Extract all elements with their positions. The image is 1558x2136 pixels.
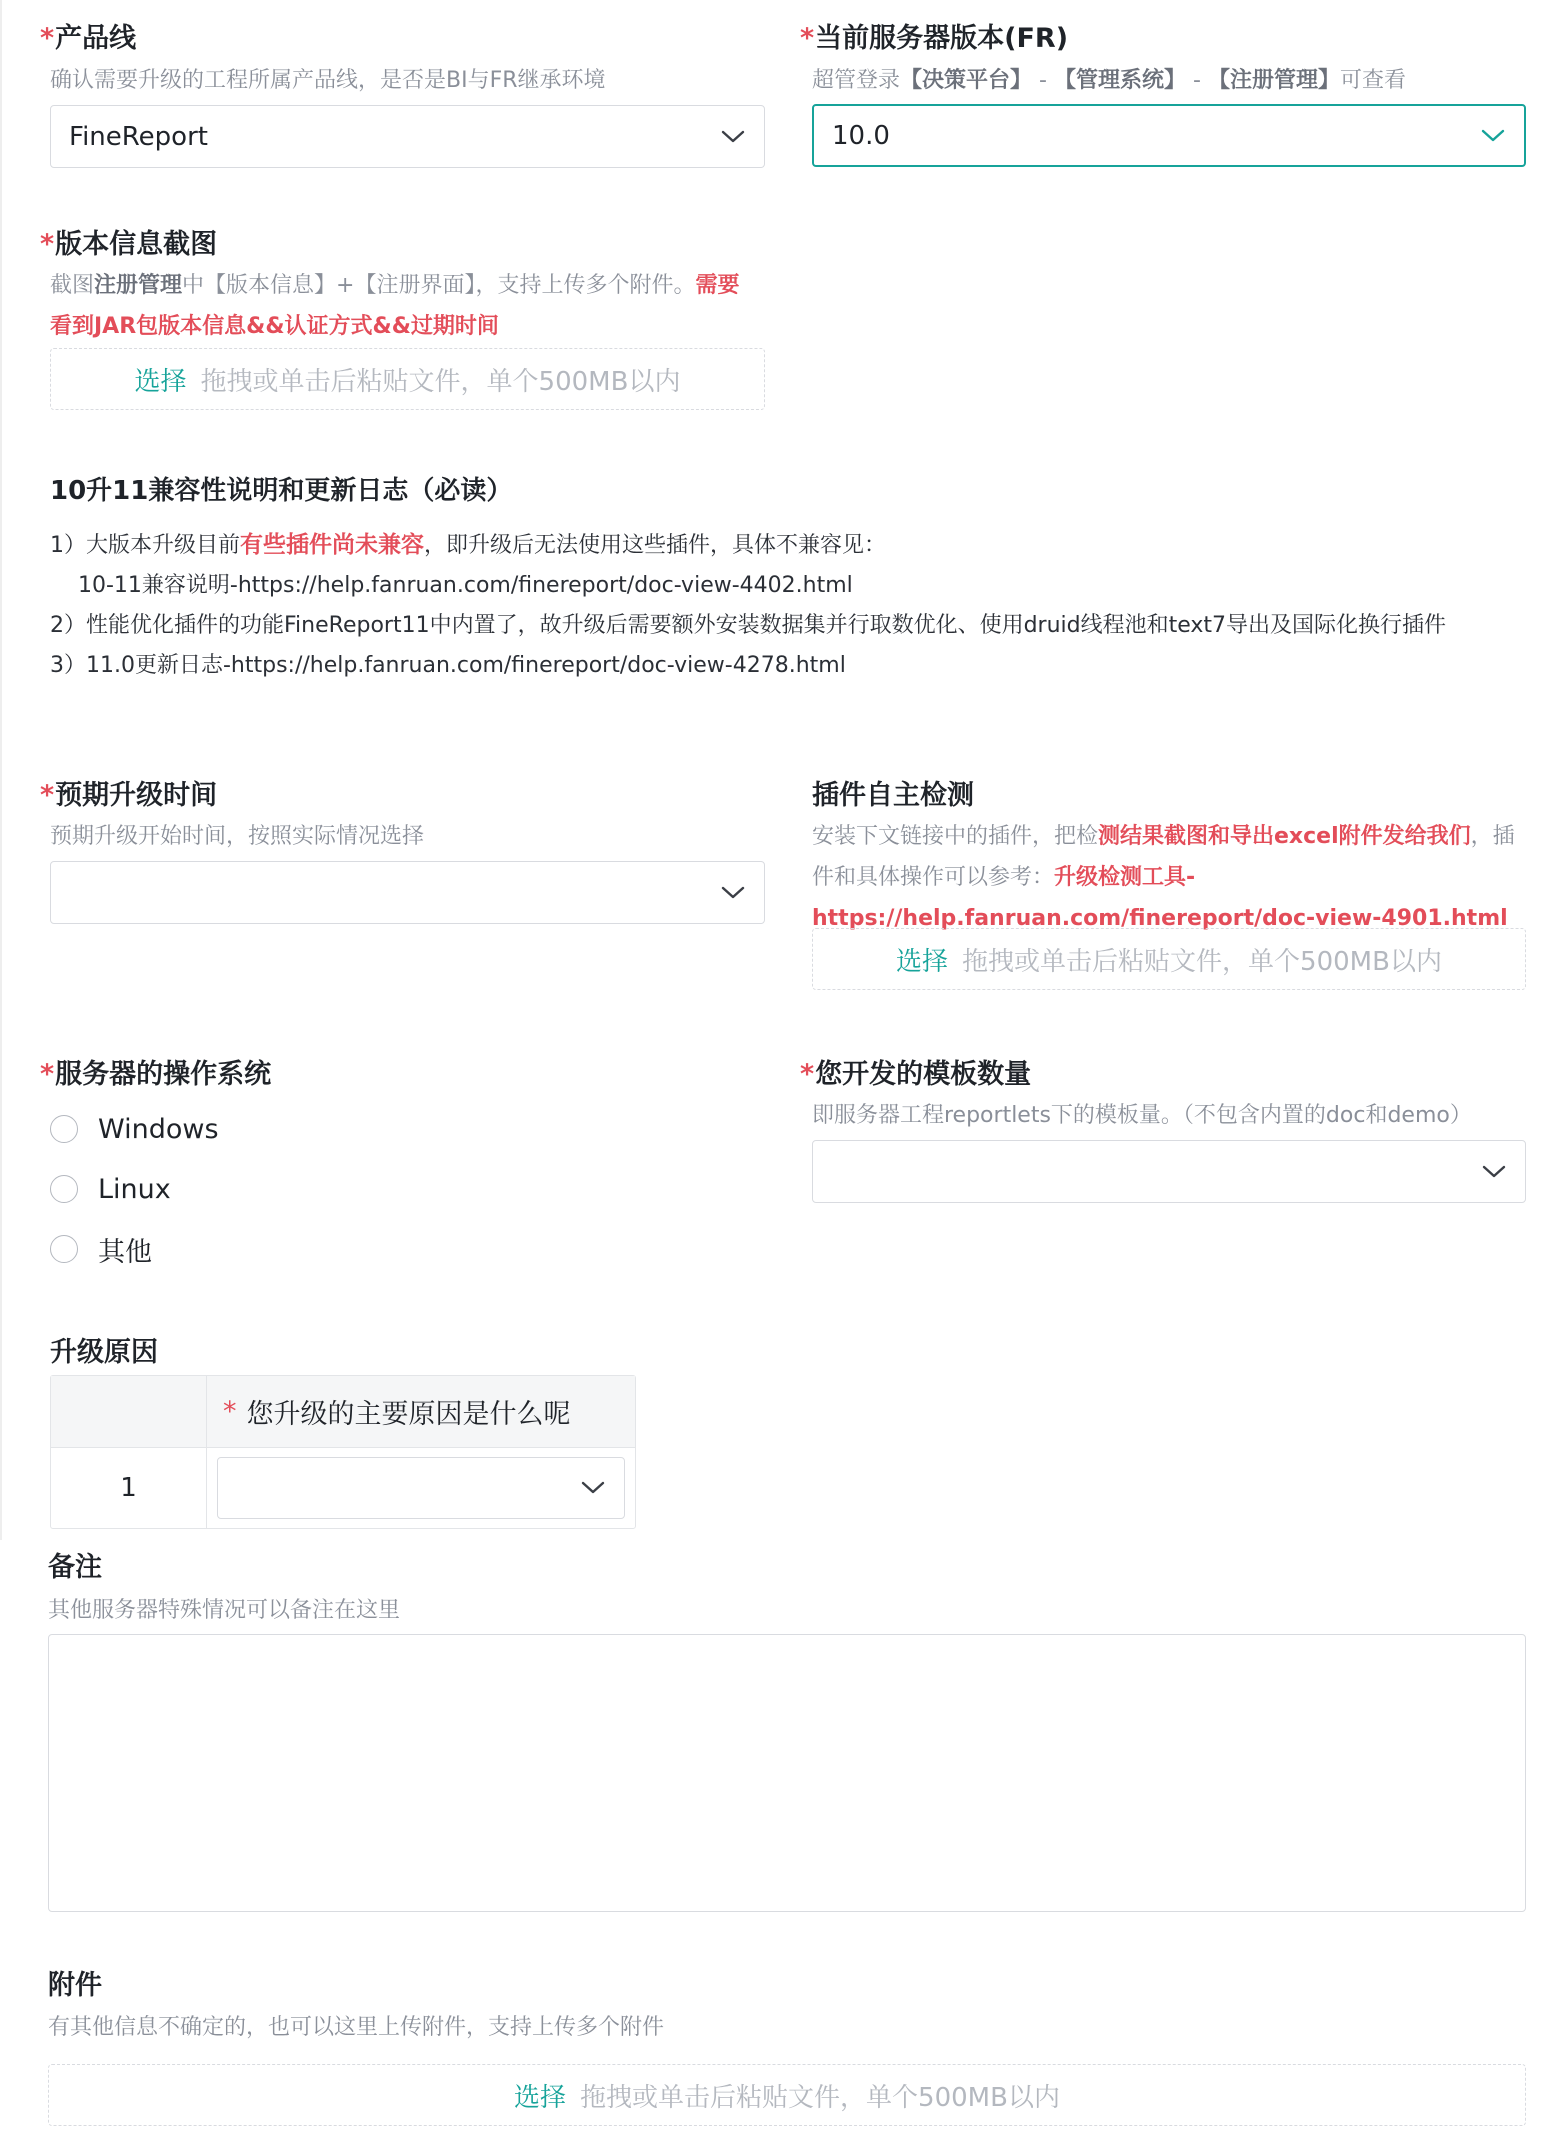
- table-row: [51, 1448, 635, 1528]
- desc-text: ，插件和具体操作可以参考：: [812, 824, 1515, 890]
- version-screenshot-upload[interactable]: [50, 348, 765, 410]
- desc-text: 超管登录: [812, 68, 901, 93]
- version-screenshot-label: [40, 222, 217, 261]
- plugin-check-upload[interactable]: [812, 928, 1526, 990]
- template-count-label-text: 您开发的模板数量: [815, 1059, 1032, 1090]
- note-text: 1）大版本升级目前: [50, 533, 240, 558]
- upload-select-link[interactable]: 选择: [134, 366, 187, 397]
- plugin-check-link[interactable]: 升级检测工具-https://help.fanruan.com/finereport/doc-view-4901.html: [812, 865, 1508, 931]
- table-header-index: [51, 1376, 207, 1447]
- chevron-down-icon: [1480, 123, 1506, 149]
- note-warning: 有些插件尚未兼容: [240, 532, 424, 558]
- desc-warning: 需要看到JAR包版本信息&&认证方式&&过期时间: [50, 273, 740, 339]
- radio-circle[interactable]: [50, 1175, 78, 1203]
- desc-text: 中【版本信息】+【注册界面】，支持上传多个附件。: [182, 273, 696, 298]
- upgrade-reason-table: [50, 1375, 636, 1529]
- server-version-value: 10.0: [832, 120, 890, 151]
- compat-note-line-3: 2）性能优化插件的功能FineReport11中内置了，故升级后需要额外安装数据集并行取数优化、使用druid线程池和text7导出及国际化换行插件: [50, 613, 1447, 638]
- desc-text: 可查看: [1339, 68, 1406, 93]
- plugin-check-label: 插件自主检测: [812, 780, 974, 811]
- radio-circle[interactable]: [50, 1115, 78, 1143]
- desc-text: 截图: [50, 273, 95, 298]
- server-version-desc: [812, 60, 1532, 101]
- compat-note-line-2: 10-11兼容说明-https://help.fanruan.com/finereport/doc-view-4402.html: [78, 573, 853, 598]
- required-mark: *: [800, 1059, 815, 1090]
- upgrade-reason-label: 升级原因: [50, 1337, 158, 1368]
- compat-note-line-1: [50, 525, 1530, 566]
- chevron-down-icon: [580, 1475, 606, 1501]
- desc-bold: 【注册管理】: [1207, 68, 1340, 93]
- product-line-label-text: 产品线: [55, 23, 137, 54]
- row-reason-cell: [207, 1448, 635, 1528]
- upgrade-time-label: [40, 773, 217, 812]
- chevron-down-icon: [1481, 1159, 1507, 1185]
- version-screenshot-label-text: 版本信息截图: [55, 229, 218, 260]
- desc-sep: -: [1039, 68, 1047, 93]
- required-mark: *: [40, 780, 55, 811]
- product-line-value: FineReport: [69, 121, 208, 152]
- desc-bold: 【决策平台】: [900, 68, 1033, 93]
- os-option-linux[interactable]: [50, 1169, 171, 1209]
- version-screenshot-desc: [50, 265, 740, 347]
- upgrade-time-desc: 预期升级开始时间，按照实际情况选择: [50, 824, 425, 849]
- left-edge-line: [0, 0, 2, 1540]
- product-line-select[interactable]: [50, 105, 765, 168]
- chevron-down-icon: [720, 880, 746, 906]
- os-option-other[interactable]: [50, 1229, 152, 1269]
- upload-hint: 拖拽或单击后粘贴文件，单个500MB以内: [962, 946, 1442, 977]
- desc-sep: -: [1193, 68, 1201, 93]
- remarks-desc: 其他服务器特殊情况可以备注在这里: [48, 1598, 401, 1623]
- os-option-windows[interactable]: [50, 1109, 219, 1149]
- attachments-desc: 有其他信息不确定的，也可以这里上传附件，支持上传多个附件: [48, 2015, 665, 2040]
- required-mark: *: [40, 229, 55, 260]
- required-mark: *: [40, 23, 55, 54]
- chevron-down-icon: [720, 124, 746, 150]
- reason-select[interactable]: [217, 1457, 625, 1519]
- required-mark: *: [223, 1396, 237, 1427]
- radio-label: Linux: [98, 1173, 171, 1205]
- upgrade-time-select[interactable]: [50, 861, 765, 924]
- remarks-textarea[interactable]: [48, 1634, 1526, 1912]
- required-mark: *: [800, 23, 815, 54]
- desc-text: 安装下文链接中的插件，把检: [812, 824, 1099, 849]
- upload-select-link[interactable]: 选择: [896, 946, 949, 977]
- column-header-text: 您升级的主要原因是什么呢: [246, 1399, 571, 1430]
- table-header-row: [51, 1376, 635, 1448]
- row-index: 1: [51, 1448, 207, 1528]
- compat-notes-body: [50, 525, 1530, 686]
- product-line-label: [40, 16, 136, 55]
- product-line-desc: 确认需要升级的工程所属产品线，是否是BI与FR继承环境: [50, 68, 606, 93]
- os-label-text: 服务器的操作系统: [55, 1059, 272, 1090]
- required-mark: *: [40, 1059, 55, 1090]
- upload-hint: 拖拽或单击后粘贴文件，单个500MB以内: [580, 2082, 1060, 2113]
- attachments-upload[interactable]: [48, 2064, 1526, 2126]
- remarks-label: 备注: [48, 1552, 102, 1583]
- desc-warning: 测结果截图和导出excel附件发给我们: [1098, 824, 1471, 849]
- radio-circle[interactable]: [50, 1235, 78, 1263]
- template-count-label: [800, 1052, 1031, 1091]
- os-label: [40, 1052, 271, 1091]
- server-version-label: [800, 16, 1068, 55]
- template-count-select[interactable]: [812, 1140, 1526, 1203]
- note-text: ，即升级后无法使用这些插件，具体不兼容见：: [424, 533, 887, 558]
- desc-bold: 【管理系统】: [1053, 68, 1186, 93]
- template-count-desc: 即服务器工程reportlets下的模板量。（不包含内置的doc和demo）: [812, 1103, 1472, 1128]
- compat-notes-title: 10升11兼容性说明和更新日志（必读）: [50, 476, 513, 506]
- compat-note-line-4: 3）11.0更新日志-https://help.fanruan.com/finereport/doc-view-4278.html: [50, 653, 846, 678]
- upload-hint: 拖拽或单击后粘贴文件，单个500MB以内: [200, 366, 681, 397]
- upgrade-time-label-text: 预期升级时间: [55, 780, 218, 811]
- radio-label: Windows: [98, 1113, 219, 1145]
- server-version-select[interactable]: [812, 104, 1526, 167]
- radio-label: 其他: [98, 1236, 152, 1268]
- upload-select-link[interactable]: 选择: [514, 2082, 567, 2113]
- desc-bold: 注册管理: [94, 273, 183, 298]
- table-header-reason: [207, 1376, 635, 1447]
- attachments-label: 附件: [48, 1970, 102, 2001]
- server-version-label-text: 当前服务器版本(FR): [815, 23, 1069, 54]
- plugin-check-desc: [812, 816, 1517, 939]
